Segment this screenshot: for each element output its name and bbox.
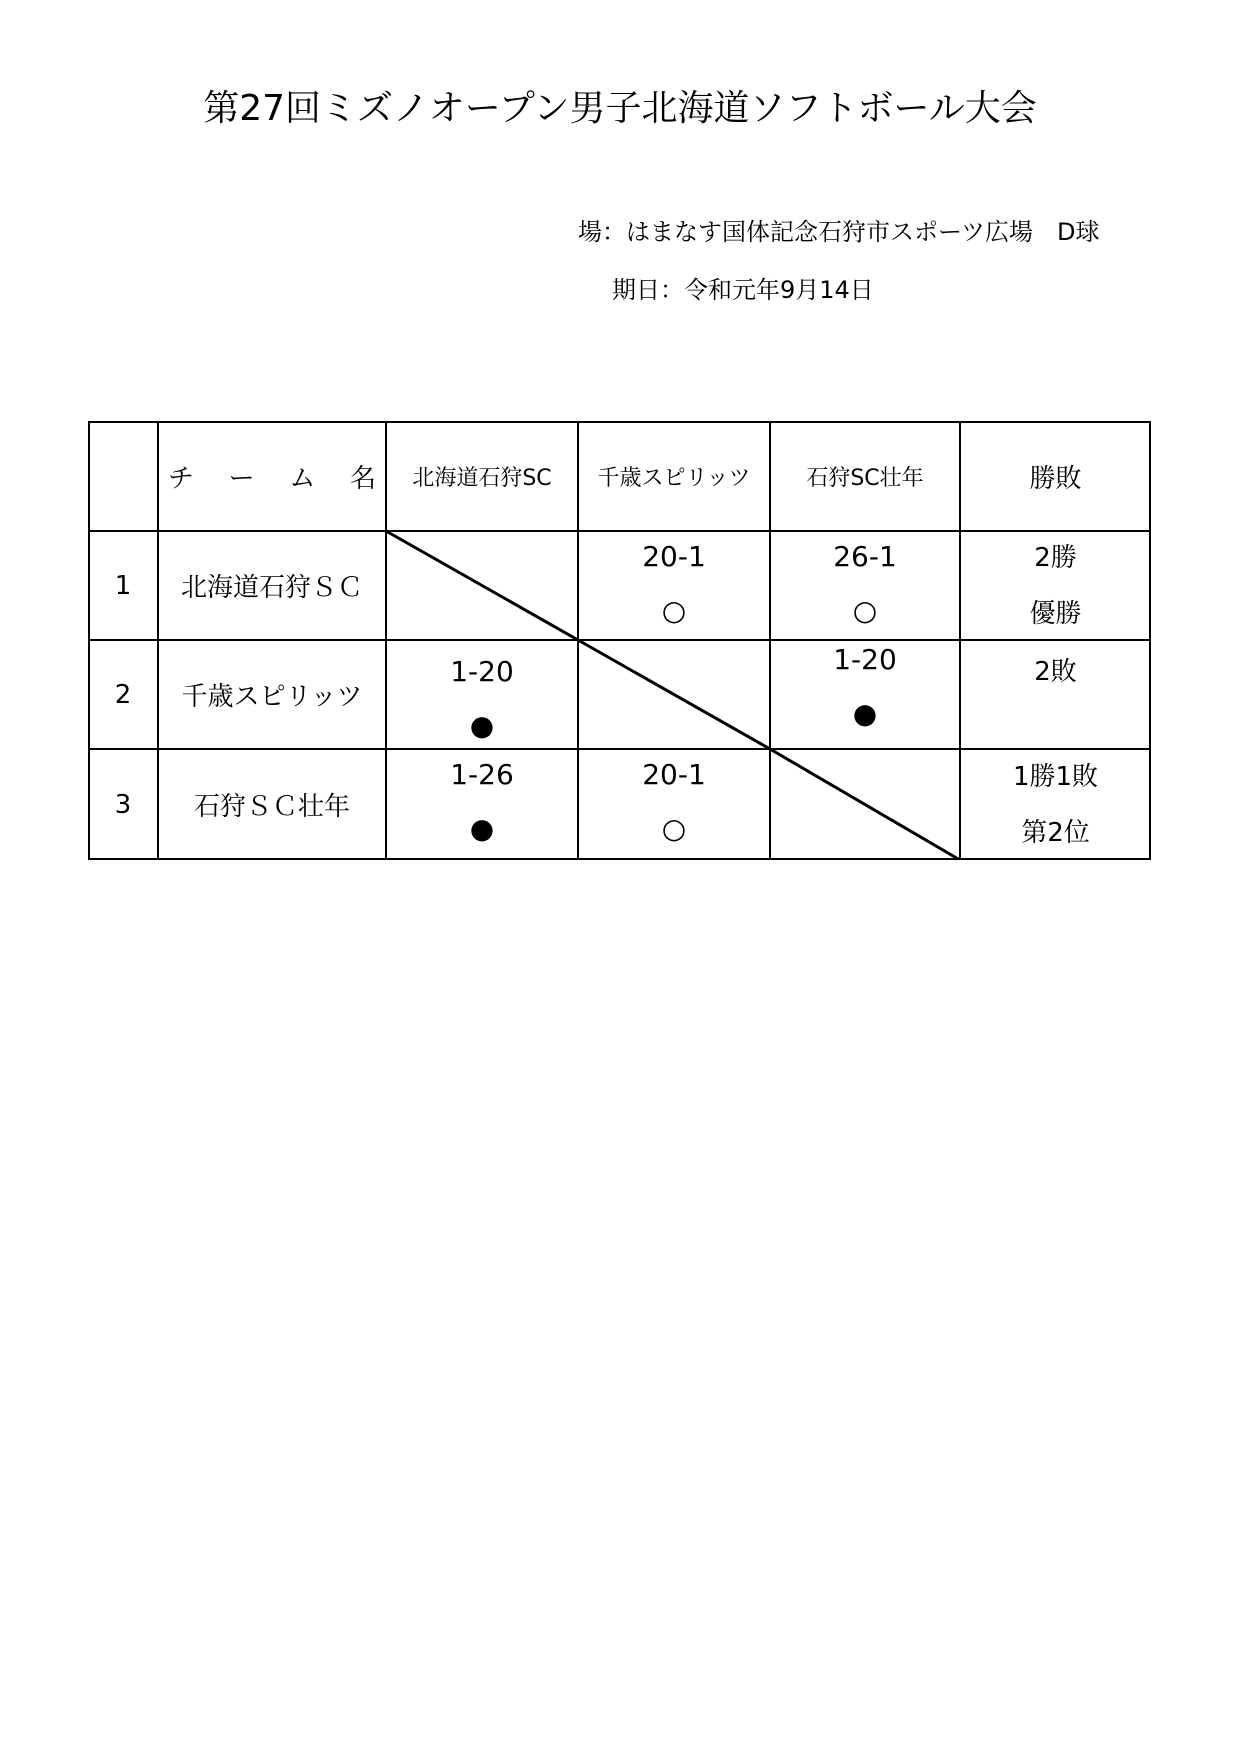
row-2-result-record: 2敗 xyxy=(1034,657,1077,687)
row-2-cell-3 xyxy=(770,640,960,749)
row-1-result-record: 2勝 xyxy=(1034,542,1077,573)
row-2-cell-1-loss-mark: ● xyxy=(469,709,495,742)
date-text: 期日：令和元年9月14日 xyxy=(612,276,874,304)
row-3-result-record: 1勝1敗 xyxy=(1012,761,1099,792)
row-1-result xyxy=(960,531,1151,640)
row-3-cell-2-win-mark: ○ xyxy=(661,812,687,845)
header-team-char-2: ー xyxy=(228,463,255,494)
page-title: 第27回ミズノオープン男子北海道ソフトボール大会 xyxy=(203,88,1037,129)
row-1-no: 1 xyxy=(114,570,132,601)
row-1-cell-2-score: 20-1 xyxy=(642,540,706,573)
row-1-cell-3-win-mark: ○ xyxy=(852,594,878,627)
row-1-result-rank: 優勝 xyxy=(1029,598,1082,629)
diagonal-3 xyxy=(770,749,960,860)
header-col-1: 北海道石狩SC xyxy=(412,465,552,491)
row-1-team: 北海道石狩ＳＣ xyxy=(180,573,363,603)
row-2-cell-3-score: 1-20 xyxy=(833,643,897,676)
header-team-char-1: チ xyxy=(168,463,195,494)
venue-text: 場：はまなす国体記念石狩市スポーツ広場 D球 xyxy=(578,218,1100,246)
row-3-cell-1 xyxy=(386,749,578,860)
header-col-3: 石狩SC壮年 xyxy=(806,465,924,491)
header-result: 勝敗 xyxy=(1029,463,1082,494)
row-2-no: 2 xyxy=(114,679,132,710)
row-1-cell-3-score: 26-1 xyxy=(833,540,897,573)
header-team-name xyxy=(158,421,386,531)
diagonal-2 xyxy=(578,640,770,749)
row-1-cell-3 xyxy=(770,531,960,640)
row-2-cell-3-loss-mark: ● xyxy=(852,697,878,730)
row-3-cell-2-score: 20-1 xyxy=(642,758,706,791)
row-2-cell-1 xyxy=(386,640,578,749)
row-1-cell-2-win-mark: ○ xyxy=(661,594,687,627)
row-3-cell-1-score: 1-26 xyxy=(450,758,514,791)
header-col-2: 千歳スピリッツ xyxy=(597,465,751,491)
row-2-cell-1-score: 1-20 xyxy=(450,655,514,688)
results-table xyxy=(88,421,1151,860)
row-3-result-rank: 第2位 xyxy=(1021,817,1090,848)
row-1-cell-2 xyxy=(578,531,770,640)
row-3-no: 3 xyxy=(114,789,132,820)
row-3-cell-1-loss-mark: ● xyxy=(469,812,495,845)
row-3-cell-2 xyxy=(578,749,770,860)
header-team-char-4: 名 xyxy=(349,463,376,494)
row-3-result xyxy=(960,749,1151,860)
header-team-char-3: ム xyxy=(289,463,316,494)
diagonal-1 xyxy=(386,531,578,640)
row-3-team: 石狩ＳＣ壮年 xyxy=(193,792,350,822)
row-2-team: 千歳スピリッツ xyxy=(181,682,363,712)
row-2-result xyxy=(960,640,1151,749)
